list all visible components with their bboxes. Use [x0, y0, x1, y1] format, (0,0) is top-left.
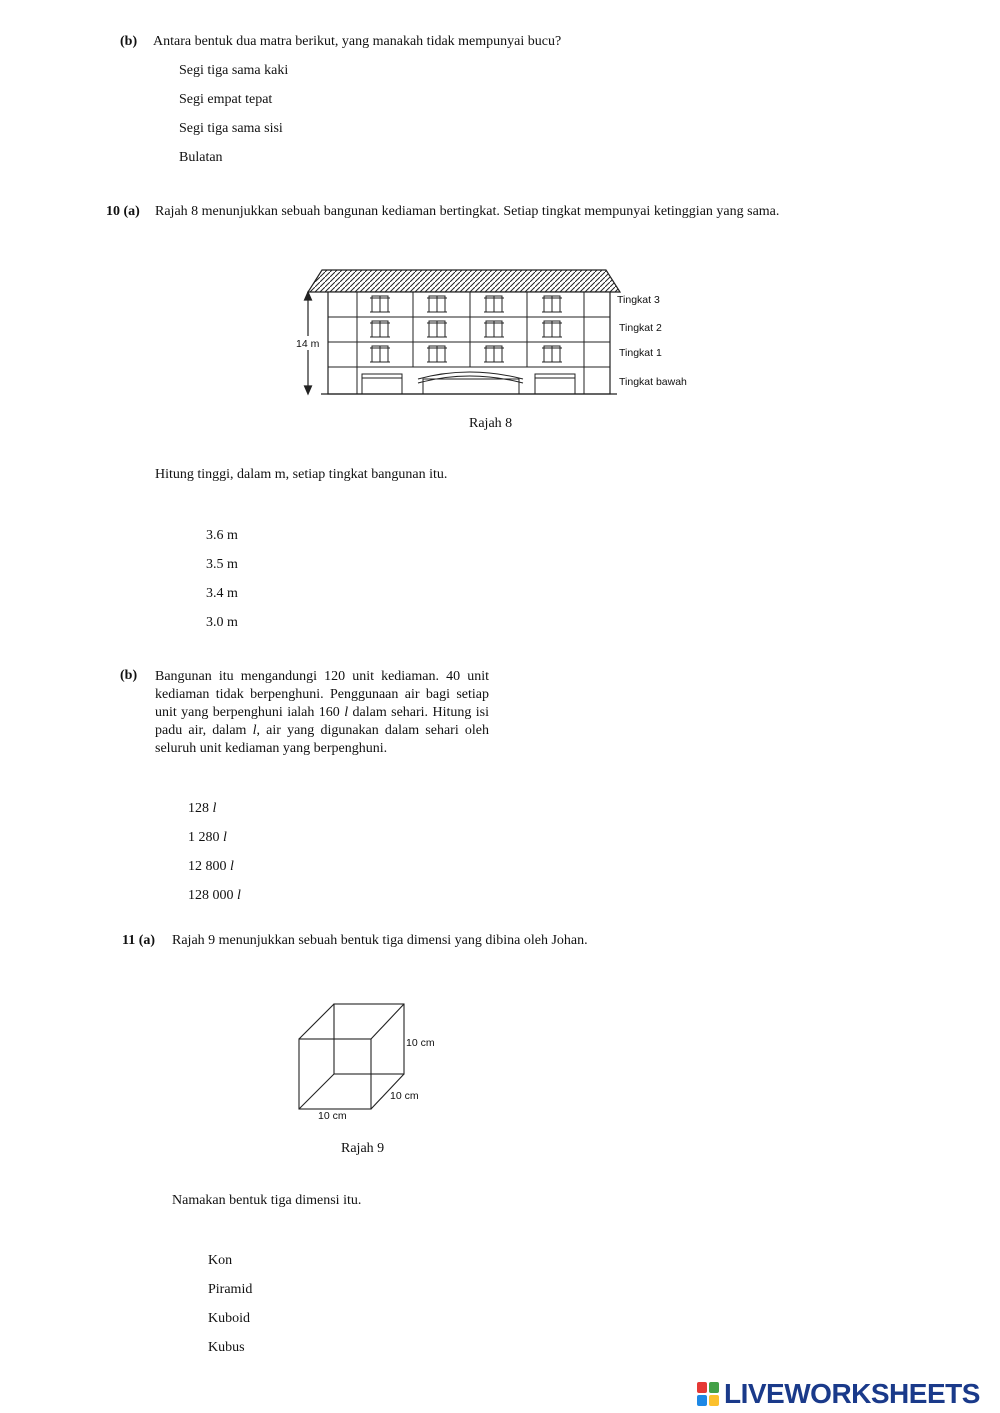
q11a-option-3[interactable]: Kuboid — [208, 1311, 250, 1326]
cube-height-label: 10 cm — [406, 1037, 435, 1049]
q9b-question: Antara bentuk dua matra berikut, yang manakah tidak mempunyai bucu? — [153, 34, 562, 49]
height-label: 14 m — [296, 338, 320, 350]
floor-label-ground: Tingkat bawah — [619, 376, 687, 388]
liveworksheets-icon — [697, 1381, 721, 1407]
q9b-option-4[interactable]: Bulatan — [179, 150, 223, 165]
q10a-option-1[interactable]: 3.6 m — [206, 528, 238, 543]
q10a-option-2[interactable]: 3.5 m — [206, 557, 238, 572]
q11a-option-2[interactable]: Piramid — [208, 1282, 253, 1297]
cube-depth-label: 10 cm — [390, 1090, 419, 1102]
floor-label-2: Tingkat 2 — [619, 322, 662, 334]
q10b-option-4[interactable]: 128 000 l — [188, 888, 241, 903]
liveworksheets-brand: LIVEWORKSHEETS — [724, 1378, 980, 1409]
q10b-option-2[interactable]: 1 280 l — [188, 830, 227, 845]
q10a-label: 10 (a) — [106, 204, 140, 219]
q10b-question: Bangunan itu mengandungi 120 unit kediaman. 40 unit kediaman tidak berpenghuni. Penggunaan air bagi setiap unit yang berpenghuni ialah 160 l dalam sehari. Hitung isi padu air, dalam l, air yang digunakan dalam sehari oleh seluruh unit kediaman yang berpenghuni. — [155, 669, 489, 756]
floor-label-3: Tingkat 3 — [617, 294, 660, 306]
q10a-question: Rajah 8 menunjukkan sebuah bangunan kediaman bertingkat. Setiap tingkat mempunyai ketinggian yang sama. — [155, 204, 780, 219]
q11a-question: Rajah 9 menunjukkan sebuah bentuk tiga dimensi yang dibina oleh Johan. — [172, 933, 588, 948]
q11a-prompt: Namakan bentuk tiga dimensi itu. — [172, 1193, 362, 1208]
q9b-option-3[interactable]: Segi tiga sama sisi — [179, 121, 283, 136]
liveworksheets-logo[interactable] — [697, 1377, 980, 1411]
rajah8-caption: Rajah 8 — [469, 416, 513, 431]
q10b-option-3[interactable]: 12 800 l — [188, 859, 234, 874]
cube-diagram — [290, 996, 450, 1126]
q10a-prompt: Hitung tinggi, dalam m, setiap tingkat bangunan itu. — [155, 467, 448, 482]
q10b-option-1[interactable]: 128 l — [188, 801, 217, 816]
rajah9-caption: Rajah 9 — [341, 1141, 385, 1156]
roof-shape — [308, 270, 620, 292]
q10a-option-4[interactable]: 3.0 m — [206, 615, 238, 630]
q9b-label: (b) — [120, 34, 138, 49]
q11a-option-1[interactable]: Kon — [208, 1253, 233, 1268]
q9b-option-2[interactable]: Segi empat tepat — [179, 92, 273, 107]
q11a-label: 11 (a) — [122, 933, 156, 948]
q10b-label: (b) — [120, 668, 138, 683]
cube-width-label: 10 cm — [318, 1110, 347, 1122]
q10a-option-3[interactable]: 3.4 m — [206, 586, 238, 601]
building-diagram — [285, 262, 705, 402]
q11a-option-4[interactable]: Kubus — [208, 1340, 245, 1355]
q9b-option-1[interactable]: Segi tiga sama kaki — [179, 63, 289, 78]
floor-label-1: Tingkat 1 — [619, 347, 662, 359]
